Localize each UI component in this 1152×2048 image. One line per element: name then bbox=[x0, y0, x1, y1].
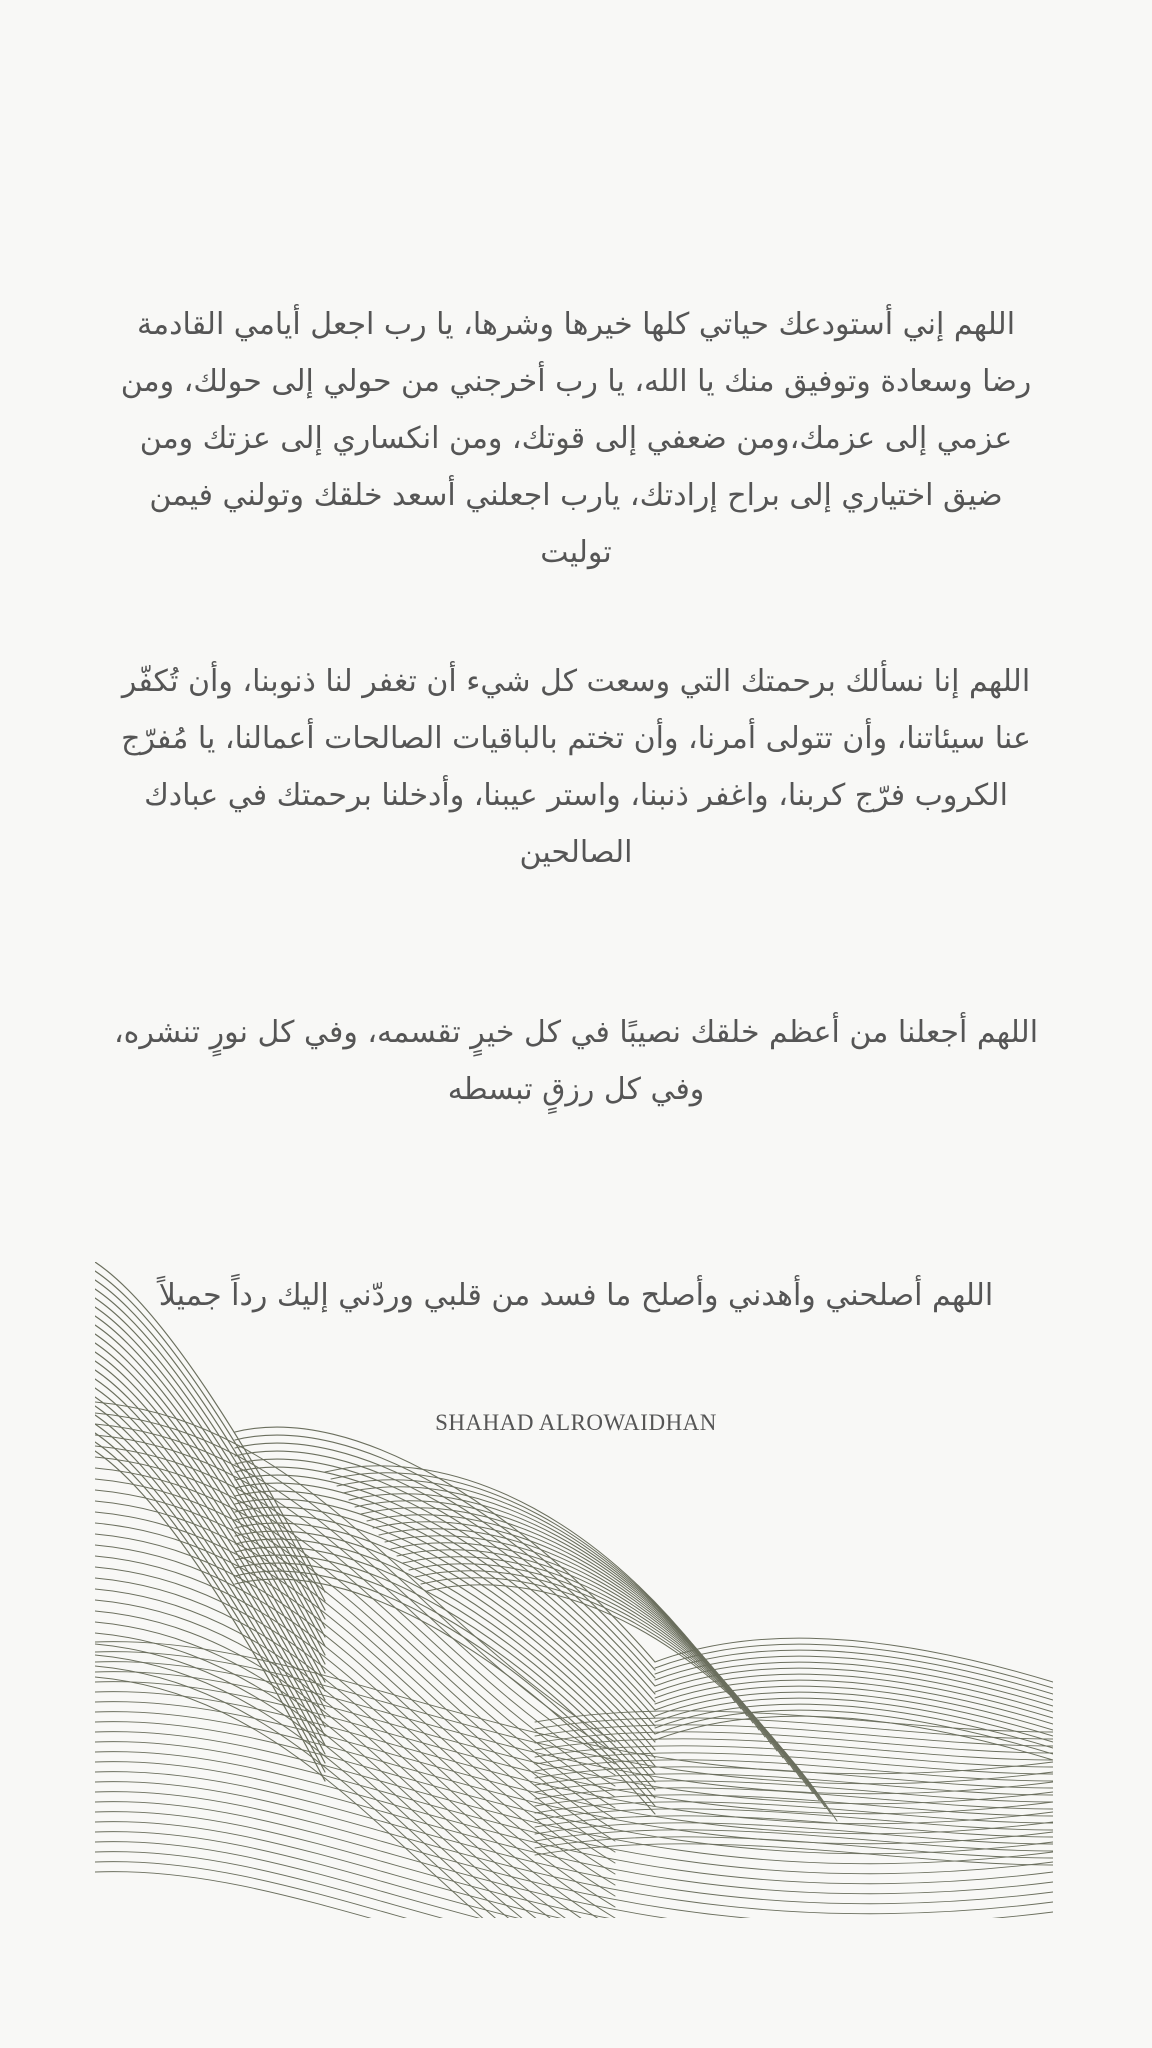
wave-line-art-illustration bbox=[95, 1262, 1053, 1918]
prayer-paragraph-3: اللهم أجعلنا من أعظم خلقك نصيبًا في كل خيرٍ تقسمه، وفي كل نورٍ تنشره، وفي كل رزقٍ تبسطه bbox=[113, 1015, 1039, 1107]
wave-strand-right-hill bbox=[655, 1638, 1053, 1760]
prayer-paragraph-1: اللهم إني أستودعك حياتي كلها خيرها وشرها، يا رب اجعل أيامي القادمة رضا وسعادة وتوفيق منك يا الله، يا رب أخرجني من حولي إلى حولك، ومن عزمي إلى عزمك،ومن ضعفي إلى قوتك، ومن انكساري إلى عزتك ومن ضيق اختياري إلى براح إرادتك، يارب اجعلني أسعد خلقك وتولني فيمن توليت bbox=[120, 307, 1032, 570]
prayer-paragraph-2: اللهم إنا نسألك برحمتك التي وسعت كل شيء أن تغفر لنا ذنوبنا، وأن تُكفّر عنا سيئاتنا، وأن تتولى أمرنا، وأن تختم بالباقيات الصالحات أعمالنا، يا مُفرّج الكروب فرّج كربنا، واغفر ذنبنا، واستر عيبنا، وأدخلنا برحمتك في عبادك الصالحين bbox=[121, 664, 1031, 870]
author-signature: SHAHAD ALROWAIDHAN bbox=[435, 1410, 717, 1435]
prayer-paragraph-4: اللهم أصلحني وأهدني وأصلح ما فسد من قلبي وردّني إليك رداً جميلاً bbox=[158, 1278, 994, 1313]
